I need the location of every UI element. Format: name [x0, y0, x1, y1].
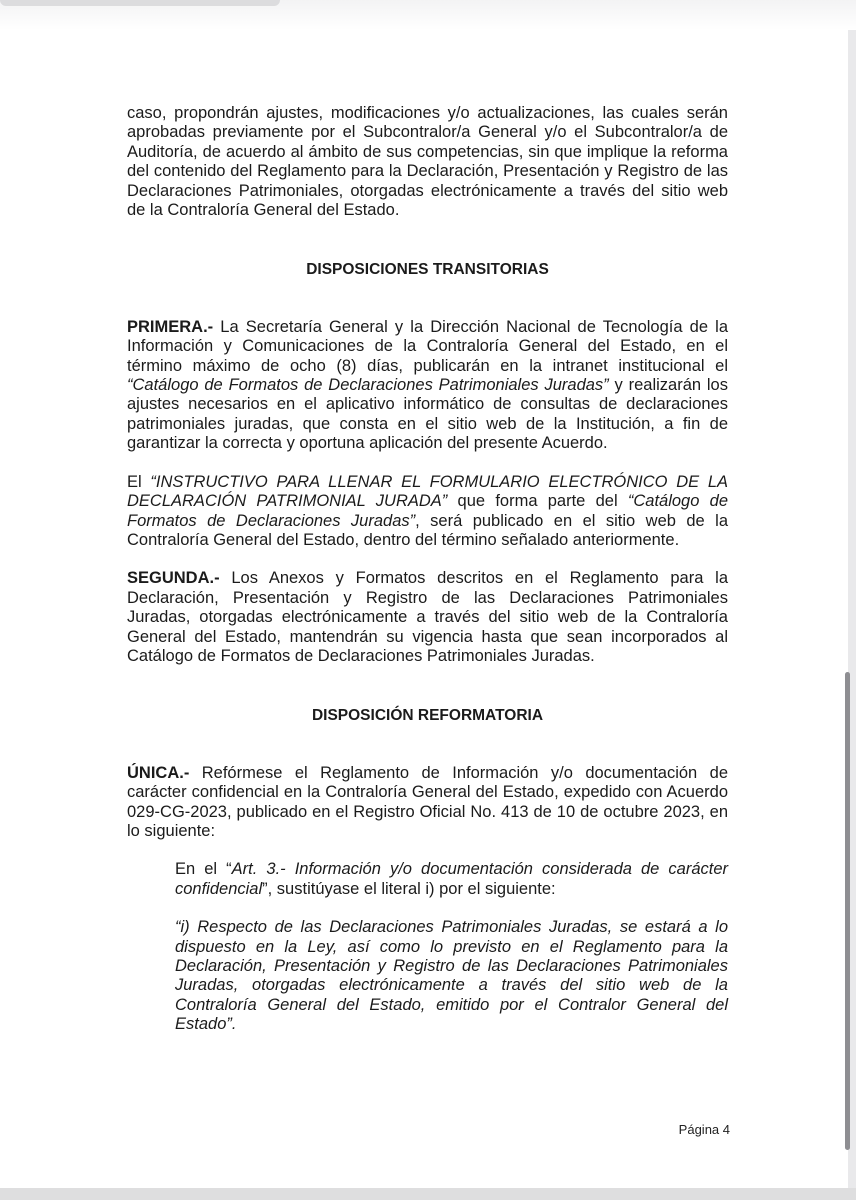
art3-paragraph — [175, 860, 728, 899]
top-tab-edge — [0, 0, 280, 6]
instructivo-catalog: “Catálogo de Formatos de Declaraciones Juradas” — [127, 492, 728, 530]
instructivo-text-2: que forma parte del — [447, 492, 628, 511]
art3-text-1: En el “ — [175, 860, 232, 879]
primera-catalog-title: “Catálogo de Formatos de Declaraciones Patrimoniales Juradas” — [127, 376, 609, 395]
instructivo-text-1: El — [127, 472, 151, 491]
unica-paragraph — [127, 764, 728, 842]
instructivo-paragraph — [127, 473, 728, 551]
quote-paragraph — [175, 918, 728, 1034]
instructivo-text-3: , será publicado en el sitio web de la Contraloría General del Estado, dentro del término señalado anteriormente. — [127, 511, 728, 549]
instructivo-title: “INSTRUCTIVO PARA LLENAR EL FORMULARIO ELECTRÓNICO DE LA DECLARACIÓN PATRIMONIAL JURADA” — [127, 472, 728, 511]
vertical-scrollbar[interactable] — [845, 672, 850, 1150]
unica-label: ÚNICA.- — [127, 763, 190, 782]
art3-article: Art. 3.- Información y/o documentación considerada de carácter confidencial — [175, 860, 728, 898]
quote-text: “i) Respecto de las Declaraciones Patrimoniales Juradas, se estará a lo dispuesto en la Ley, así como lo previsto en el Reglamento para la Declaración, Presentación y Registro de las Declaraciones Patrimoniales Juradas, otorgadas electrónicamente a través del sitio web de la Contraloría General del Estado, emitido por el Contralor General del Estado”. — [175, 918, 728, 1034]
page-number: Página 4 — [678, 1122, 730, 1137]
primera-paragraph — [127, 318, 728, 454]
primera-label: PRIMERA.- — [127, 317, 214, 336]
bottom-edge — [0, 1188, 856, 1200]
intro-paragraph: caso, propondrán ajustes, modificaciones y/o actualizaciones, las cuales serán aprobadas previamente por el Subcontralor/a General y/o el Subcontralor/a de Auditoría, de acuerdo al ámbito de sus competencias, sin que implique la reforma del contenido del Reglamento para la Declaración, Presentación y Registro de las Declaraciones Patrimoniales, otorgadas electrónicamente a través del sitio web de la Contraloría General del Estado. — [127, 104, 728, 220]
primera-text-1: La Secretaría General y la Dirección Nacional de Tecnología de la Información y Comunicaciones de la Contraloría General del Estado, en el término máximo de ocho (8) días, publicarán en la intranet institucional el — [127, 317, 728, 375]
art3-text-2: ”, sustitúyase el literal i) por el siguiente: — [262, 879, 556, 898]
unica-text: Refórmese el Reglamento de Información y/o documentación de carácter confidencial en la Contraloría General del Estado, expedido con Acuerdo 029-CG-2023, publicado en el Registro Oficial No. 413 de 10 de octubre 2023, en lo siguiente: — [127, 763, 728, 840]
primera-text-2: y realizarán los ajustes necesarios en el aplicativo informático de consultas de declaraciones patrimoniales juradas, que consta en el sitio web de la Institución, a fin de garantizar la correcta y oportuna aplicación del presente Acuerdo. — [127, 376, 728, 453]
heading-reformatoria: DISPOSICIÓN REFORMATORIA — [311, 707, 544, 725]
segunda-paragraph — [127, 569, 728, 666]
document-body — [127, 104, 728, 1035]
heading-transitorias: DISPOSICIONES TRANSITORIAS — [306, 261, 549, 279]
segunda-text: Los Anexos y Formatos descritos en el Reglamento para la Declaración, Presentación y Registro de las Declaraciones Patrimoniales Juradas, otorgadas electrónicamente a través del sitio web de la Contraloría General del Estado, mantendrán su vigencia hasta que sean incorporados al Catálogo de Formatos de Declaraciones Patrimoniales Juradas. — [127, 569, 728, 665]
segunda-label: SEGUNDA.- — [127, 569, 220, 588]
